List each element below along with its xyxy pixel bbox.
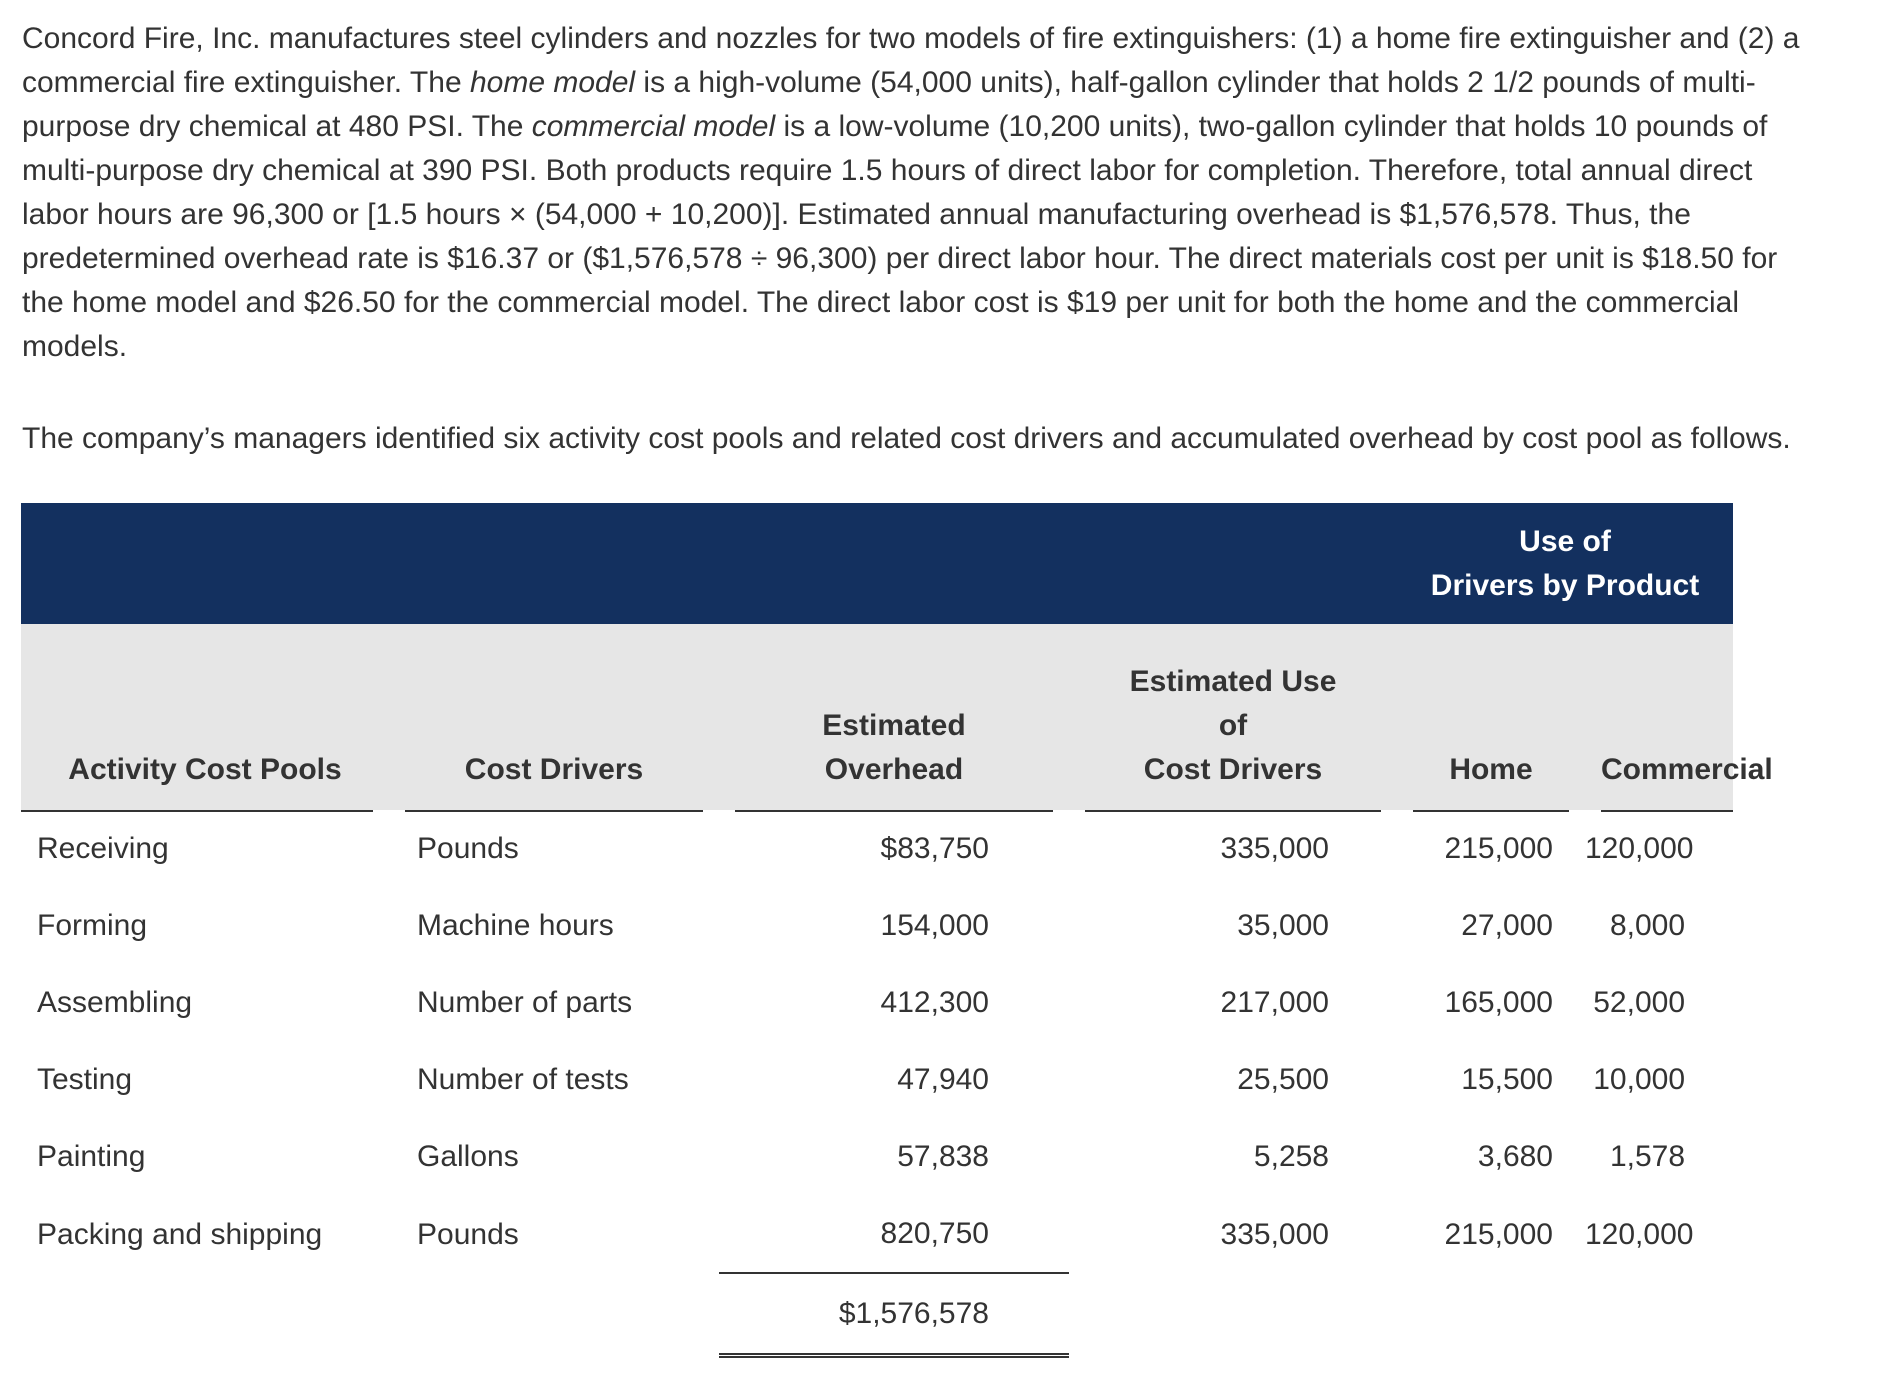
intro-line: predetermined overhead rate is $16.37 or ($1,576,578 ÷ 96,300) per direct labor hour. The direct materials cost per unit is $18.50 for [22, 242, 1778, 275]
col-header-pools: Activity Cost Pools [21, 624, 389, 810]
use-of-drivers-header: Use of Drivers by Product [1397, 503, 1733, 624]
col-header-drivers: Cost Drivers [389, 624, 719, 810]
table-column-headers [21, 624, 1733, 810]
col-header-overhead: Estimated Overhead [719, 624, 1069, 810]
table-row: Assembling Number of parts 412,300 217,000 165,000 52,000 [37, 985, 1686, 1019]
cost-pool-table [21, 503, 1773, 1358]
total-row [21, 1274, 1733, 1358]
intro-line: models. [22, 330, 128, 363]
commercial-model-term: commercial model [531, 110, 776, 143]
table-row: Forming Machine hours 154,000 35,000 27,000 8,000 [37, 908, 1686, 942]
table-row: Testing Number of tests 47,940 25,500 15,500 10,000 [37, 1062, 1686, 1096]
intro-line: Concord Fire, Inc. manufactures steel cylinders and nozzles for two models of fire extinguishers: (1) a home fire extinguisher and (2) a [22, 22, 1800, 55]
intro-line: purpose dry chemical at 480 PSI. The commercial model is a low-volume (10,200 units), two-gallon cylinder that holds 10 pounds of [22, 110, 1768, 143]
intro-line: multi-purpose dry chemical at 390 PSI. Both products require 1.5 hours of direct labor for completion. Therefore, total annual direct [22, 154, 1753, 187]
intro-line: labor hours are 96,300 or [1.5 hours × (54,000 + 10,200)]. Estimated annual manufacturing overhead is $1,576,578. Thus, the [22, 198, 1691, 231]
col-header-home: Home [1397, 624, 1585, 810]
intro-line: commercial fire extinguisher. The home model is a high-volume (54,000 units), half-gallon cylinder that holds 2 1/2 pounds of multi- [22, 66, 1756, 99]
intro-paragraph [22, 17, 1882, 369]
table-row: Painting Gallons 57,838 5,258 3,680 1,578 [37, 1139, 1686, 1173]
lead-paragraph: The company’s managers identified six activity cost pools and related cost drivers and accumulated overhead by cost pool as follows. [22, 422, 1791, 455]
col-header-use: Estimated Use of Cost Drivers [1069, 624, 1397, 810]
total-overhead: $1,576,578 [719, 1274, 1069, 1358]
home-model-term: home model [469, 66, 636, 99]
intro-line: the home model and $26.50 for the commercial model. The direct labor cost is $19 per unit for both the home and the commercial [22, 286, 1740, 319]
table-row: Packing and shipping Pounds 820,750 335,000 215,000 120,000 [21, 1195, 1733, 1274]
table-header-band [21, 503, 1733, 624]
table-row: Receiving Pounds $83,750 335,000 215,000 120,000 [37, 831, 1694, 865]
col-header-commercial: Commercial [1585, 624, 1733, 810]
